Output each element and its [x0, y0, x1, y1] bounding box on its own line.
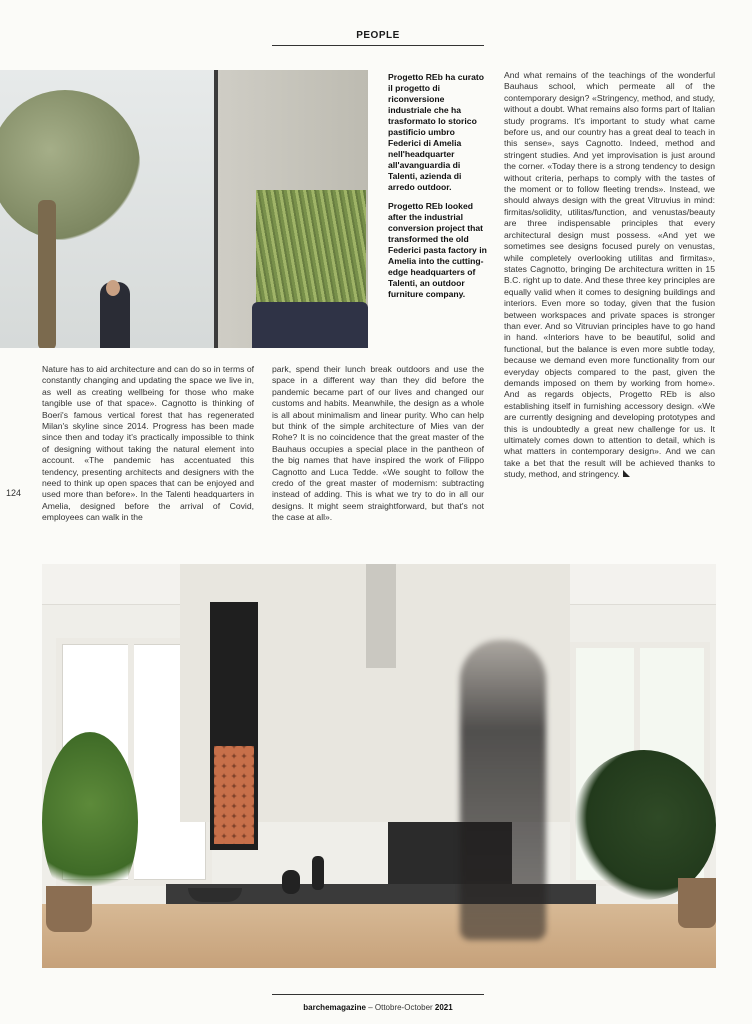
- photo-sofa: [252, 302, 368, 348]
- photo-bowl: [188, 888, 242, 902]
- caption-italian: Progetto REb ha curato il progetto di riconversione industriale che ha trasformato lo storico pastificio umbro Federici di Amelia nell'headquarter all'avanguardia di Talenti, azienda di arredo outdoor.: [388, 72, 484, 192]
- column-3-paragraph: [504, 70, 715, 481]
- photo-pot-left: [46, 886, 92, 932]
- end-mark-icon: [623, 470, 630, 477]
- text-column-1: [42, 364, 254, 524]
- photo-tree-trunk: [38, 200, 56, 348]
- photo-walking-person: [460, 640, 546, 940]
- footer-year: 2021: [434, 1003, 453, 1012]
- photo-vase-tall: [312, 856, 324, 890]
- photo-wood-floor: [42, 904, 716, 968]
- section-title: PEOPLE: [356, 30, 400, 41]
- photo-logs: [214, 746, 254, 844]
- caption-english: Progetto REb looked after the industrial conversion project that transformed the old Federici pasta factory in Amelia into the cutting-edge headquarters of Talenti, an outdoor furniture company.: [388, 201, 487, 299]
- footer-issue: – Ottobre-October: [365, 1003, 435, 1012]
- footer-rule: [272, 994, 484, 995]
- top-photo-interior: [0, 70, 368, 348]
- text-column-3: [504, 70, 715, 481]
- photo-grass-plant: [256, 190, 366, 310]
- column-3-text: And what remains of the teachings of the wonderful Bauhaus school, which permeate all of the contemporary design? «Stringency, method, and study, without a doubt. What remains also forms part of Italian study programs. It's important to study what came before us, and our country has a great deal to teach in this sense», says Cagnotto. Indeed, method and stringent studies. And yet improvisation is just around the corner. «Today there is a strong tendency to design without criteria, perhaps to comply with the tastes of the moment or to follow fleeting trends». Instead, we should always design with the great Vitruvius in mind: firmitas/solidity, utilitas/function, and venustas/beauty are three indispensable principles that every architectural design must possess. «And yet we sometimes see designs focused purely on venustas, while completely overlooking utilitas and firmitas», states Cagnotto, bringing De architectura written in 15 B.C. right up to date. And these three key principles are equally valid when it comes to designing buildings and interiors. Even more so today, given that the fusion between workspaces and private spaces is stronger than ever. And so Vitruvian principles have to go hand in hand. «Interiors have to be beautiful, solid and functional, but the balance is even more subtle today, because we demand even more functionality from our everyday objects compared to the past, given the demands imposed on them by working from home». And as regards objects, Progetto REb is also establishing itself in furnishing accessory design. «We are currently designing and developing prototypes and this is undoubtedly a great new challenge for us. It ultimately comes down to attention to detail, which is what matters in contemporary design». And we can take a bet that the result will be achieved thanks to study, method, and stringency.: [504, 70, 715, 480]
- photo-man-head: [106, 280, 120, 296]
- photo-chimney-hood: [366, 564, 396, 668]
- column-2-text: park, spend their lunch break outdoors and use the space in a different way than they did before the pandemic became part of our lives and changed our customs and habits. Meanwhile, the design as a whole is all about minimalism and linear purity. Who can help but think of the simple architecture of Mies van der Rohe? It is no coincidence that the great master of the Bauhaus occupies a special place in the pantheon of the big names that have inspired the work of Filippo Cagnotto and Luca Tedde. «We sought to follow the credo of the great master of modernism: subtracting instead of adding. This is what we try to do in all our designs. It might seem straightforward, but that's not the case at all».: [272, 364, 484, 523]
- footer: [272, 1003, 484, 1012]
- photo-vase-short: [282, 870, 300, 894]
- text-column-2: [272, 364, 484, 524]
- page-number: 124: [6, 488, 22, 498]
- bottom-photo-fireplace: [42, 564, 716, 968]
- section-rule: [272, 45, 484, 46]
- footer-magazine: barchemagazine: [303, 1003, 366, 1012]
- photo-caption: [388, 72, 488, 308]
- photo-fig-plant: [42, 732, 138, 912]
- photo-pot-right: [678, 878, 716, 928]
- column-1-text: Nature has to aid architecture and can do so in terms of constantly changing and updating the space we live in, as well as creating wellbeing for those who make tangible use of that space». Cagnotto is thinking of Boeri's famous vertical forest that has regenerated Milan's skyline since 2014. Progress has been made since then and today it's practically impossible to think of designing without taking the natural element into account. «The pandemic has accentuated this tendency, presenting architects and designers with the need to think up open spaces that can be enjoyed and used more than before». In the Talenti headquarters in Amelia, designed before the arrival of Covid, employees can walk in the: [42, 364, 254, 523]
